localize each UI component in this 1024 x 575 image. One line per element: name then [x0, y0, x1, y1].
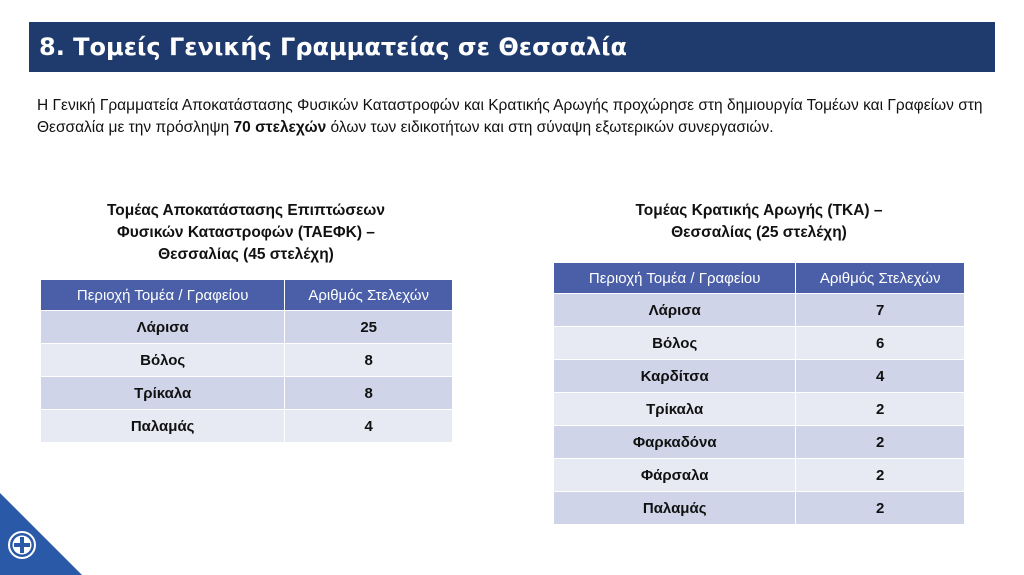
column-header-area: Περιοχή Τομέα / Γραφείου	[41, 280, 285, 311]
table-row	[554, 327, 965, 360]
count-cell: 4	[796, 360, 965, 393]
area-cell: Βόλος	[554, 327, 796, 360]
area-cell: Βόλος	[41, 344, 285, 377]
count-cell: 7	[796, 294, 965, 327]
corner-emblem	[0, 493, 82, 575]
count-cell: 4	[285, 410, 453, 443]
area-cell: Φαρκαδόνα	[554, 426, 796, 459]
count-cell: 8	[285, 377, 453, 410]
table-row	[41, 344, 453, 377]
area-cell: Παλαμάς	[41, 410, 285, 443]
area-cell: Τρίκαλα	[41, 377, 285, 410]
column-header-count: Αριθμός Στελεχών	[285, 280, 453, 311]
page-title-bar	[29, 22, 995, 72]
intro-text-before: Η Γενική Γραμματεία Αποκατάστασης Φυσικών Καταστροφών και Κρατικής Αρωγής προχώρησε στη δημιουργία Τομέων και Γραφείων στη Θεσσαλία με την πρόσληψη	[37, 97, 983, 136]
area-cell: Λάρισα	[554, 294, 796, 327]
greek-cross-emblem-icon	[9, 532, 35, 558]
count-cell: 6	[796, 327, 965, 360]
right-title-line: Θεσσαλίας (25 στελέχη)	[671, 224, 847, 241]
intro-text-after: όλων των ειδικοτήτων και στη σύναψη εξωτερικών συνεργασιών.	[326, 119, 774, 136]
intro-paragraph	[37, 95, 997, 139]
table-row	[554, 360, 965, 393]
right-section-title	[553, 200, 965, 244]
table-row	[554, 426, 965, 459]
left-section-title	[40, 200, 452, 266]
count-cell: 2	[796, 459, 965, 492]
table-row	[41, 377, 453, 410]
count-cell: 2	[796, 492, 965, 525]
corner-triangle	[0, 493, 82, 575]
area-cell: Καρδίτσα	[554, 360, 796, 393]
area-cell: Φάρσαλα	[554, 459, 796, 492]
right-staff-table	[553, 262, 965, 525]
table-header-row	[554, 263, 965, 294]
table-row	[554, 492, 965, 525]
table-row	[554, 294, 965, 327]
column-header-count: Αριθμός Στελεχών	[796, 263, 965, 294]
page-title: 8. Τομείς Γενικής Γραμματείας σε Θεσσαλία	[39, 33, 627, 61]
table-row	[554, 459, 965, 492]
left-staff-table	[40, 279, 453, 443]
left-title-line: Τομέας Αποκατάστασης Επιπτώσεων	[106, 202, 386, 219]
table-row	[41, 311, 453, 344]
count-cell: 2	[796, 393, 965, 426]
left-title-line: Φυσικών Καταστροφών (ΤΑΕΦΚ) –	[117, 224, 375, 241]
table-header-row	[41, 280, 453, 311]
count-cell: 8	[285, 344, 453, 377]
count-cell: 25	[285, 311, 453, 344]
intro-text-bold: 70 στελεχών	[233, 119, 327, 136]
area-cell: Παλαμάς	[554, 492, 796, 525]
area-cell: Λάρισα	[41, 311, 285, 344]
table-row	[554, 393, 965, 426]
right-title-line: Τομέας Κρατικής Αρωγής (ΤΚΑ) –	[635, 202, 883, 219]
left-title-line: Θεσσαλίας (45 στελέχη)	[158, 246, 334, 263]
count-cell: 2	[796, 426, 965, 459]
table-row	[41, 410, 453, 443]
column-header-area: Περιοχή Τομέα / Γραφείου	[554, 263, 796, 294]
area-cell: Τρίκαλα	[554, 393, 796, 426]
